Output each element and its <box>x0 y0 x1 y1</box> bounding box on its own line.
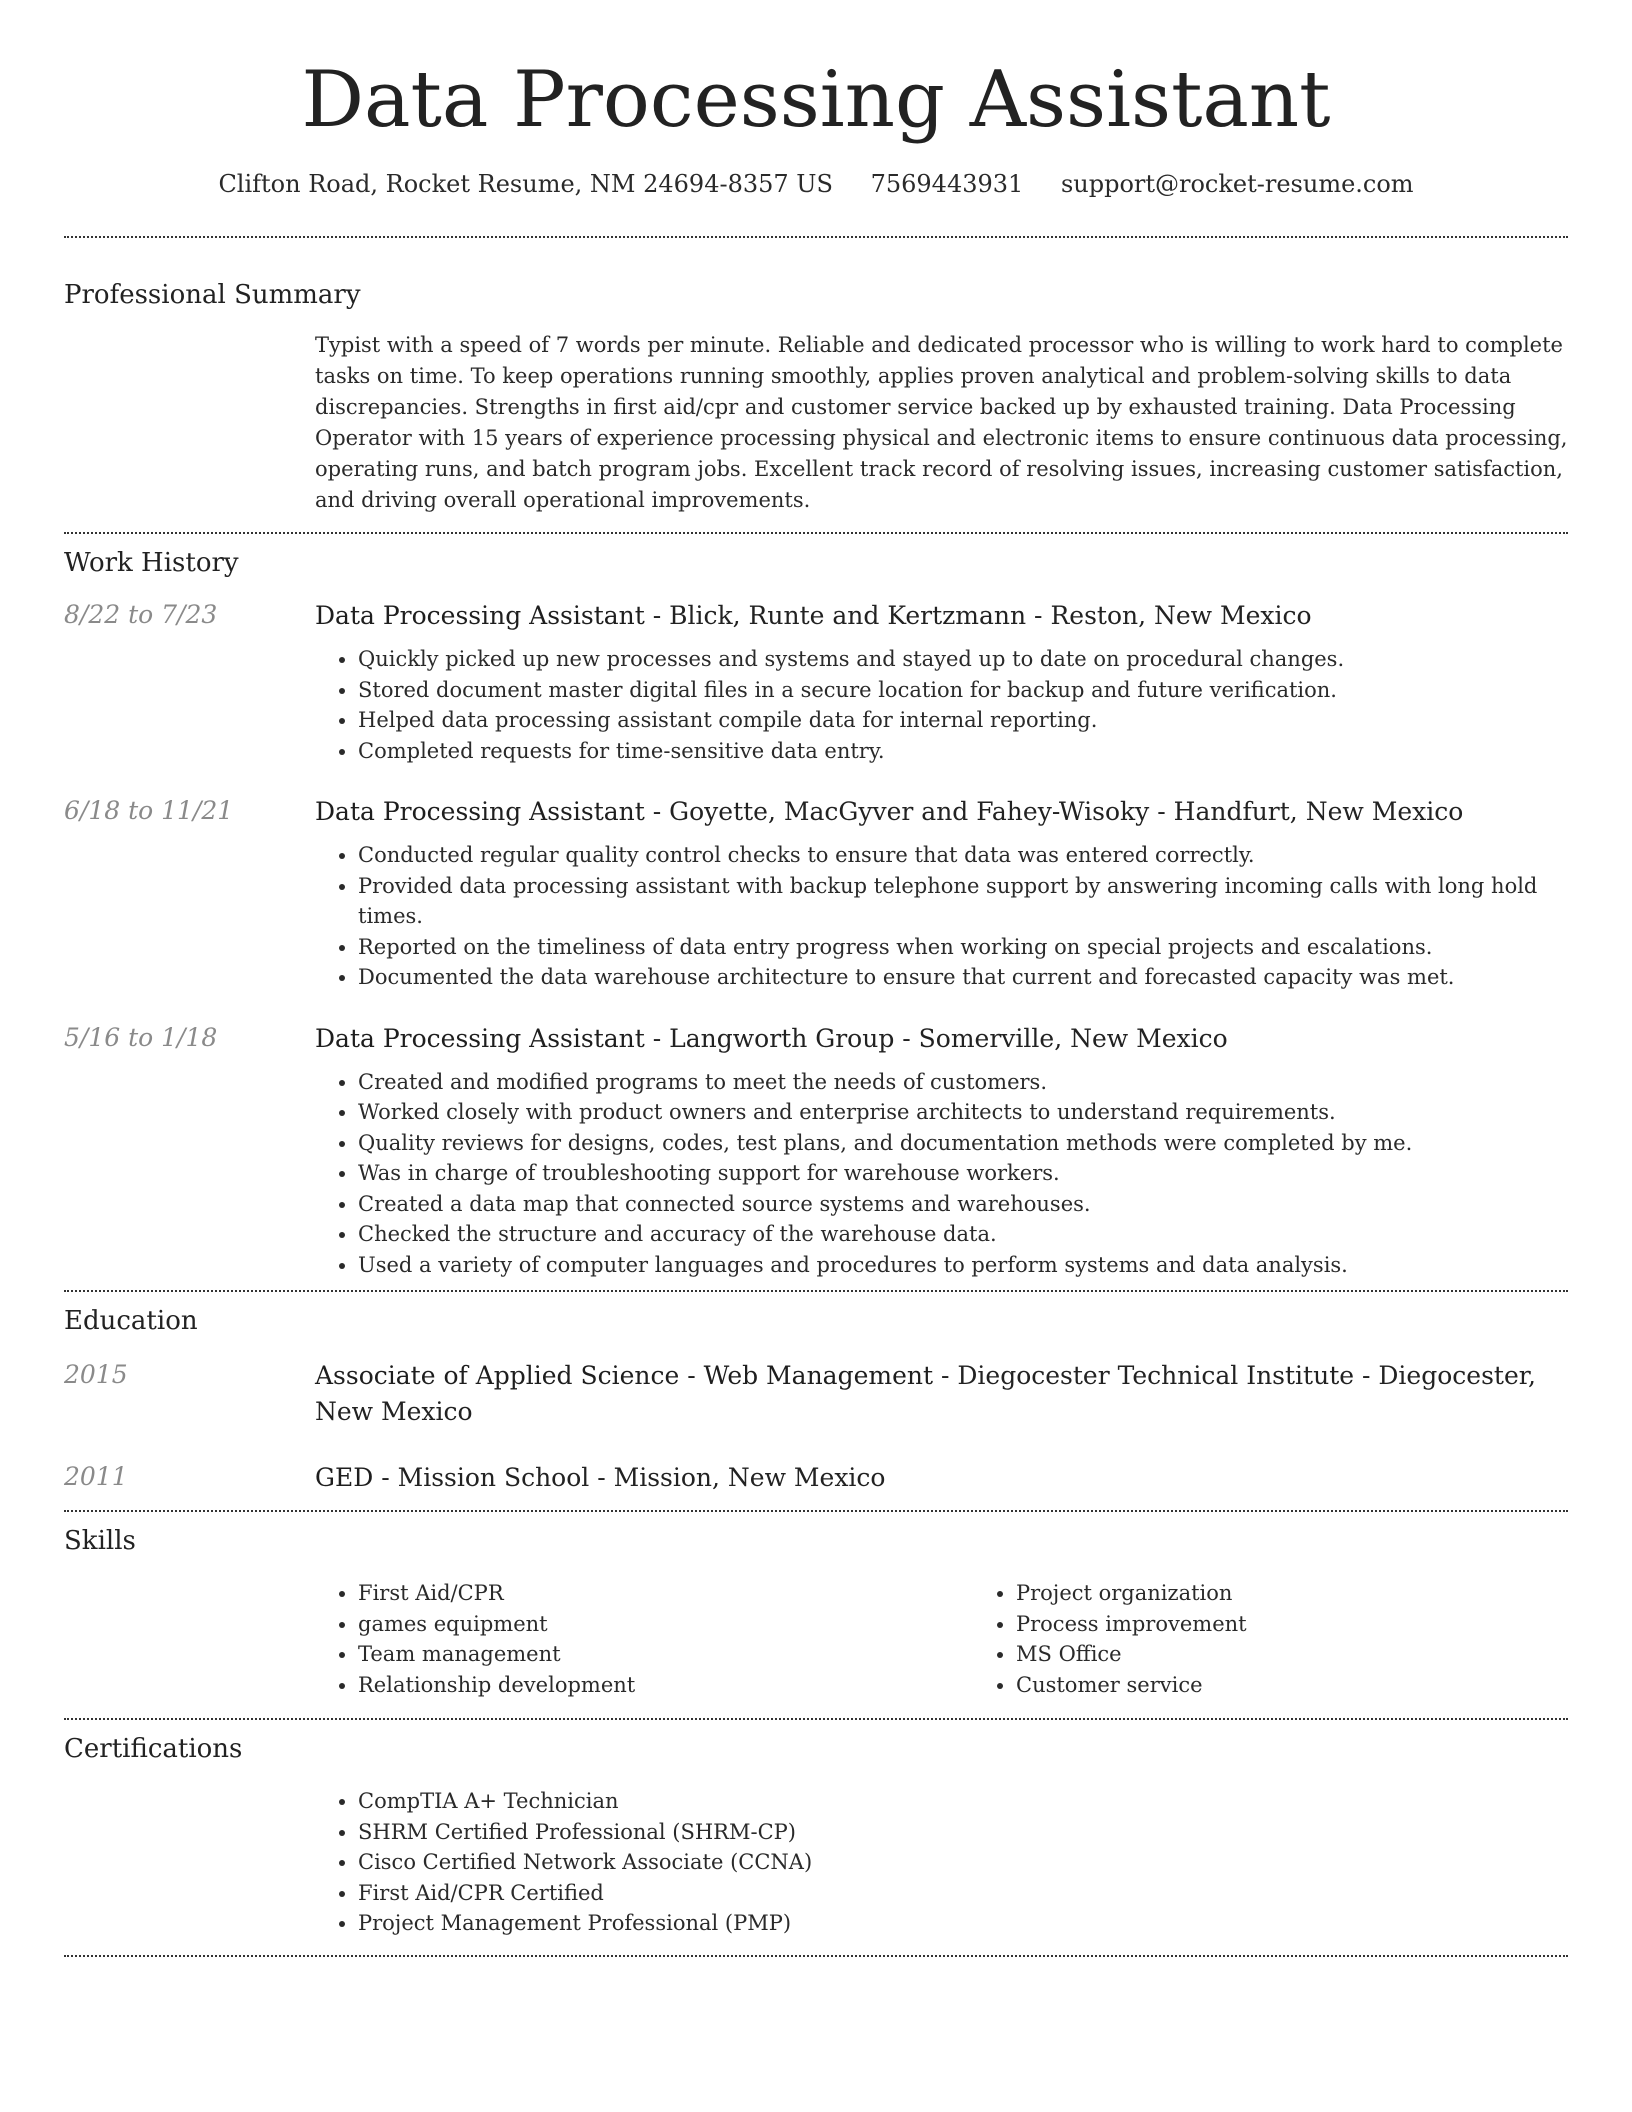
education-entry <box>64 1460 1568 1496</box>
job-entry <box>64 794 1568 993</box>
education-degree: GED <box>315 1463 374 1492</box>
list-item: • Reported on the timeliness of data entry progress when working on special projects and escalations. <box>358 932 1568 963</box>
list-item: • Team management <box>358 1639 973 1670</box>
education-year: 2015 <box>64 1360 128 1389</box>
education-details: - Mission School - Mission, New Mexico <box>373 1463 886 1492</box>
education-degree: Associate of Applied Science - Web Management <box>315 1361 934 1390</box>
job-details: - Blick, Runte and Kertzmann - Reston, New Mexico <box>644 601 1312 630</box>
list-item: • Helped data processing assistant compile data for internal reporting. <box>358 705 1568 736</box>
list-item: • MS Office <box>1016 1639 1631 1670</box>
education-entry <box>64 1358 1568 1430</box>
summary-section <box>64 238 1568 532</box>
contact-phone: 7569443931 <box>870 170 1024 198</box>
list-item: • Provided data processing assistant with backup telephone support by answering incoming calls with long hold times. <box>358 871 1568 932</box>
job-entry <box>64 1021 1568 1281</box>
list-item: • Cisco Certified Network Associate (CCNA) <box>358 1847 1568 1878</box>
section-title-skills: Skills <box>64 1526 136 1556</box>
section-title-certifications: Certifications <box>64 1734 243 1764</box>
job-dates: 6/18 to 11/21 <box>64 796 234 825</box>
job-entry <box>64 598 1568 766</box>
list-item: • Project Management Professional (PMP) <box>358 1908 1568 1939</box>
list-item: • SHRM Certified Professional (SHRM-CP) <box>358 1817 1568 1848</box>
list-item: • First Aid/CPR <box>358 1578 973 1609</box>
job-bullets <box>315 840 1568 993</box>
list-item: • games equipment <box>358 1609 973 1640</box>
section-title-education: Education <box>64 1306 198 1336</box>
list-item: • Process improvement <box>1016 1609 1631 1640</box>
education-title <box>315 1358 1568 1430</box>
list-item: • First Aid/CPR Certified <box>358 1878 1568 1909</box>
job-details: - Goyette, MacGyver and Fahey-Wisoky - Handfurt, New Mexico <box>644 797 1464 826</box>
skills-list-left <box>315 1578 973 1700</box>
list-item: • Conducted regular quality control checks to ensure that data was entered correctly. <box>358 840 1568 871</box>
contact-line <box>64 168 1568 200</box>
list-item: • Relationship development <box>358 1670 973 1701</box>
list-item: • Quality reviews for designs, codes, test plans, and documentation methods were completed by me. <box>358 1128 1568 1159</box>
summary-text: Typist with a speed of 7 words per minute. Reliable and dedicated processor who is willing to work hard to complete tasks on time. To keep operations running smoothly, applies proven analytical and problem-solving skills to data discrepancies. Strengths in first aid/cpr and customer service backed up by exhausted training. Data Processing Operator with 15 years of experience processing physical and electronic items to ensure continuous data processing, operating runs, and batch program jobs. Excellent track record of resolving issues, increasing customer satisfaction, and driving overall operational improvements. <box>315 333 1568 512</box>
section-title-work-history: Work History <box>64 548 239 578</box>
certifications-section <box>64 1720 1568 1955</box>
list-item: • Created and modified programs to meet the needs of customers. <box>358 1067 1568 1098</box>
list-item: • Completed requests for time-sensitive data entry. <box>358 736 1568 767</box>
job-title <box>315 794 1568 830</box>
job-role: Data Processing Assistant <box>315 601 645 630</box>
contact-address: Clifton Road, Rocket Resume, NM 24694-8357 US <box>218 170 833 198</box>
section-title-summary: Professional Summary <box>64 280 361 310</box>
certifications-list <box>315 1786 1568 1939</box>
job-details: - Langworth Group - Somerville, New Mexico <box>644 1023 1228 1053</box>
list-item: • Created a data map that connected source systems and warehouses. <box>358 1189 1568 1220</box>
list-item: • Stored document master digital files in a secure location for backup and future verification. <box>358 675 1568 706</box>
list-item: • Used a variety of computer languages and procedures to perform systems and data analysis. <box>358 1250 1568 1281</box>
list-item: • Quickly picked up new processes and systems and stayed up to date on procedural changes. <box>358 644 1568 675</box>
job-bullets <box>315 644 1568 766</box>
skills-list-right <box>973 1578 1631 1700</box>
job-title <box>315 1021 1568 1057</box>
list-item: • Worked closely with product owners and enterprise architects to understand requirements. <box>358 1097 1568 1128</box>
list-item: • Checked the structure and accuracy of the warehouse data. <box>358 1219 1568 1250</box>
education-details: - Diegocester Technical Institute - Diegocester, New Mexico <box>315 1361 1536 1426</box>
skills-section <box>64 1512 1568 1718</box>
list-item: • Project organization <box>1016 1578 1631 1609</box>
work-history-section <box>64 534 1568 1290</box>
job-role: Data Processing Assistant <box>315 1023 645 1053</box>
job-role: Data Processing Assistant <box>315 797 645 826</box>
education-title <box>315 1460 1568 1496</box>
contact-email: support@rocket-resume.com <box>1060 170 1414 198</box>
job-dates: 5/16 to 1/18 <box>64 1022 218 1052</box>
list-item: • CompTIA A+ Technician <box>358 1786 1568 1817</box>
education-year: 2011 <box>64 1462 128 1491</box>
job-title <box>315 598 1568 634</box>
section-divider <box>64 1955 1568 1957</box>
job-dates: 8/22 to 7/23 <box>64 600 218 629</box>
page-title: Data Processing Assistant <box>301 55 1331 145</box>
education-section <box>64 1292 1568 1510</box>
job-bullets <box>315 1067 1568 1281</box>
list-item: • Customer service <box>1016 1670 1631 1701</box>
list-item: • Was in charge of troubleshooting support for warehouse workers. <box>358 1158 1568 1189</box>
list-item: • Documented the data warehouse architecture to ensure that current and forecasted capacity was met. <box>358 962 1568 993</box>
